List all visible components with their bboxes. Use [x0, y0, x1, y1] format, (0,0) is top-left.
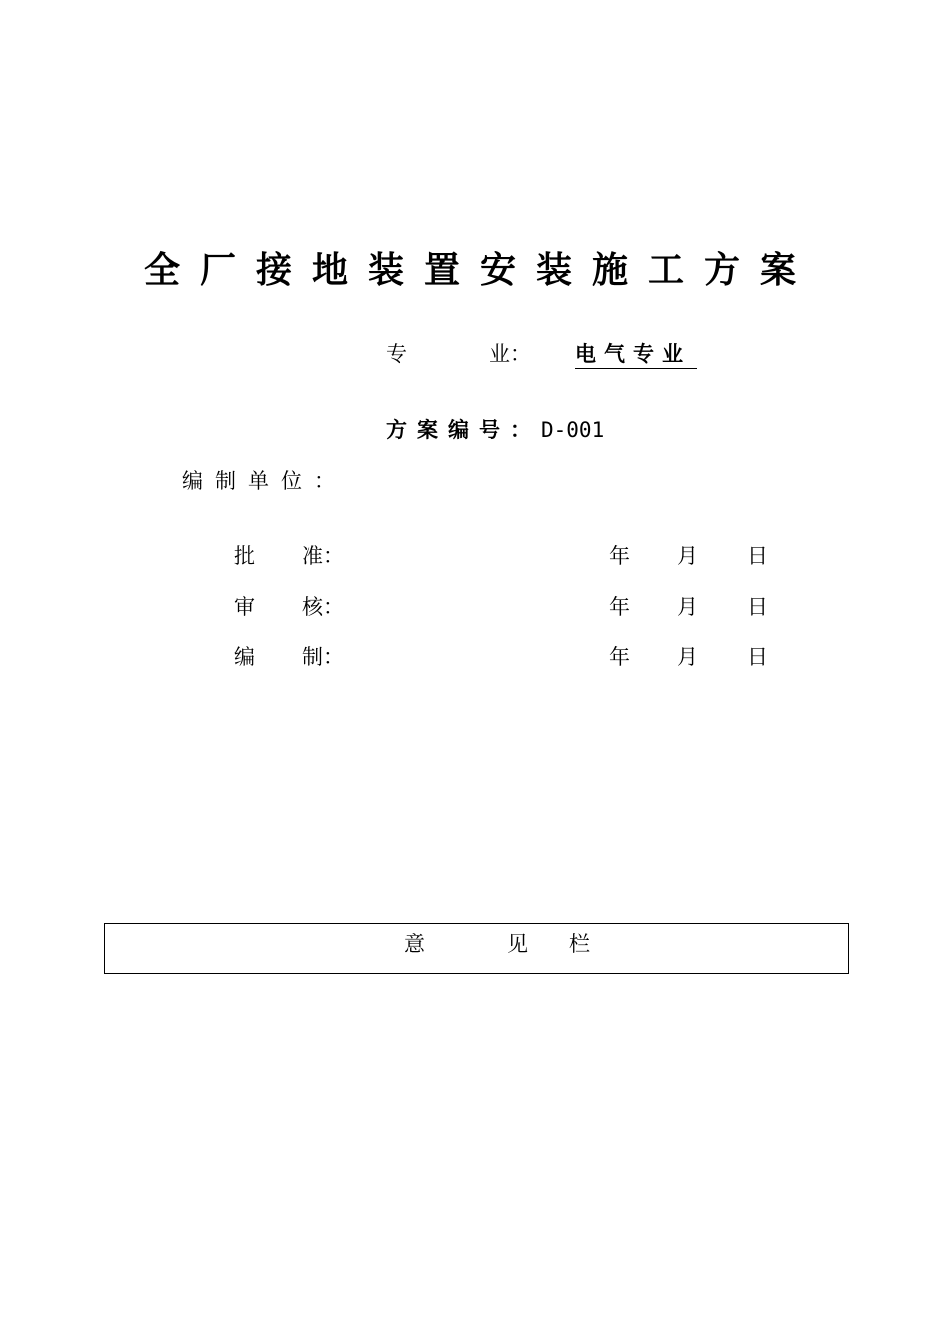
opinion-box [104, 923, 849, 974]
review-label: 审 核： [234, 595, 344, 619]
specialty-label-first: 专 [386, 342, 407, 366]
plan-number-value: D-001 [541, 418, 605, 442]
approve-label: 批 准： [234, 544, 344, 568]
plan-number [386, 420, 604, 441]
specialty-label-second: 业： [489, 342, 531, 366]
compiling-unit-label: 编制单位： [182, 469, 347, 493]
compile-label: 编 制： [234, 645, 344, 669]
compile-date: 年 月 日 [609, 645, 768, 669]
document-title: 全厂接地装置安装施工方案 [143, 250, 816, 291]
opinion-box-title: 意 见 栏 [404, 932, 590, 956]
review-date: 年 月 日 [609, 595, 768, 619]
plan-number-label: 方案编号： [386, 418, 541, 442]
approve-date: 年 月 日 [609, 544, 768, 568]
specialty-label [386, 344, 531, 365]
specialty-value: 电气专业 [575, 344, 697, 369]
